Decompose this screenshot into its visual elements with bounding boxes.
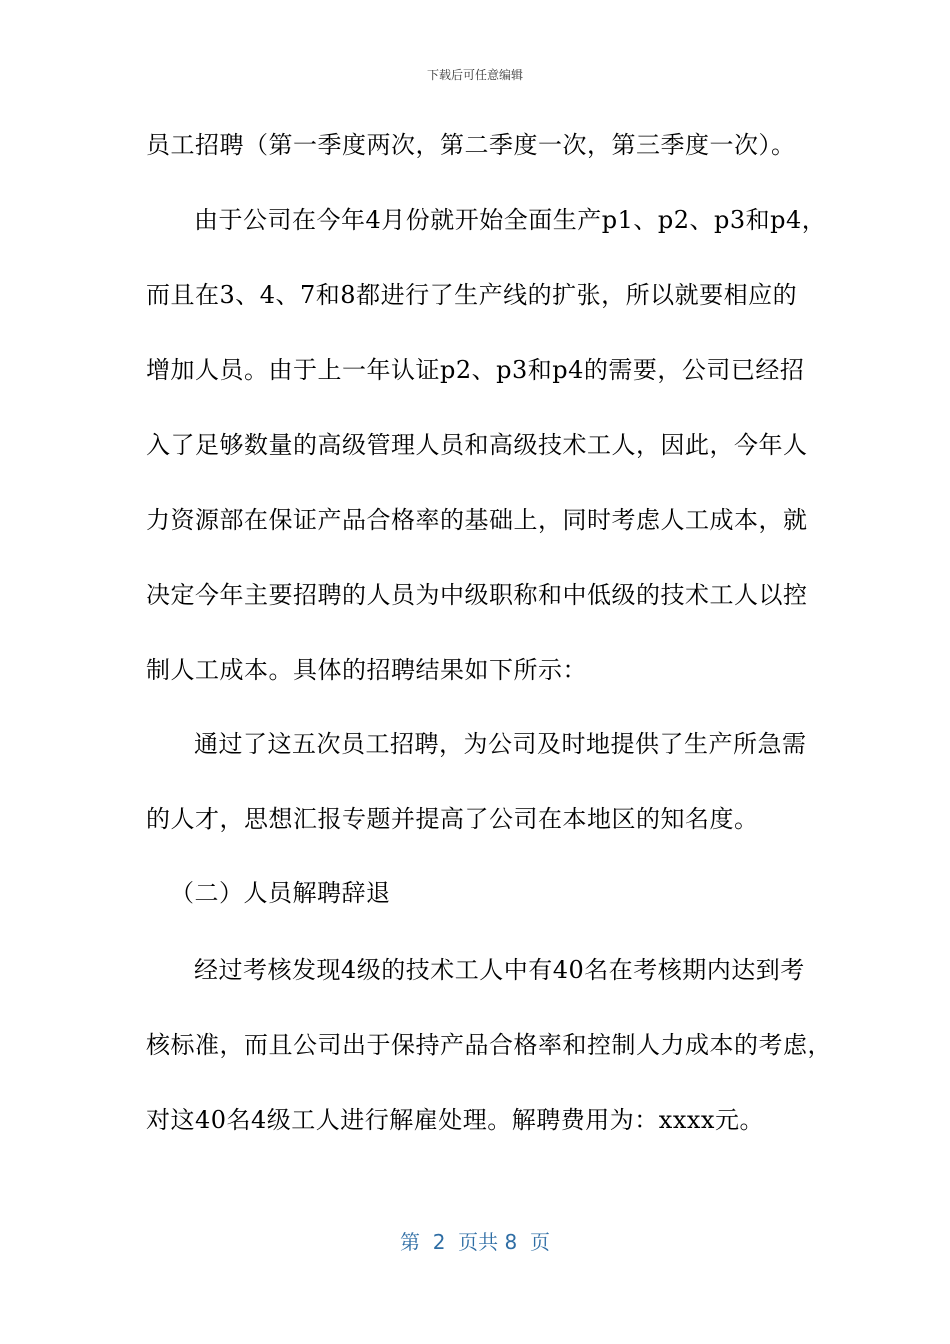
- body-line-3: 而且在3、4、7和8都进行了生产线的扩张，所以就要相应的: [146, 281, 798, 309]
- body-line-13: 核标准，而且公司出于保持产品合格率和控制人力成本的考虑，: [146, 1031, 832, 1059]
- body-line-12: 经过考核发现4级的技术工人中有40名在考核期内达到考: [194, 956, 805, 984]
- body-line-2: 由于公司在今年4月份就开始全面生产p1、p2、p3和p4，: [194, 206, 827, 234]
- body-line-9: 通过了这五次员工招聘，为公司及时地提供了生产所急需: [194, 730, 807, 758]
- body-line-8: 制人工成本。具体的招聘结果如下所示：: [146, 656, 587, 684]
- body-line-7: 决定今年主要招聘的人员为中级职称和中低级的技术工人以控: [146, 581, 808, 609]
- page-number-footer: 第 2 页共 8 页: [400, 1230, 550, 1254]
- section-heading: （二）人员解聘辞退: [170, 879, 391, 907]
- body-line-10: 的人才，思想汇报专题并提高了公司在本地区的知名度。: [146, 805, 759, 833]
- header-note: 下载后可任意编辑: [426, 68, 523, 82]
- body-line-1: 员工招聘（第一季度两次，第二季度一次，第三季度一次）。: [146, 131, 796, 159]
- body-line-6: 力资源部在保证产品合格率的基础上，同时考虑人工成本，就: [146, 506, 808, 534]
- body-line-4: 增加人员。由于上一年认证p2、p3和p4的需要，公司已经招: [146, 356, 805, 384]
- body-line-5: 入了足够数量的高级管理人员和高级技术工人，因此，今年人: [146, 431, 808, 459]
- body-line-14: 对这40名4级工人进行解雇处理。解聘费用为：xxxx元。: [146, 1106, 764, 1134]
